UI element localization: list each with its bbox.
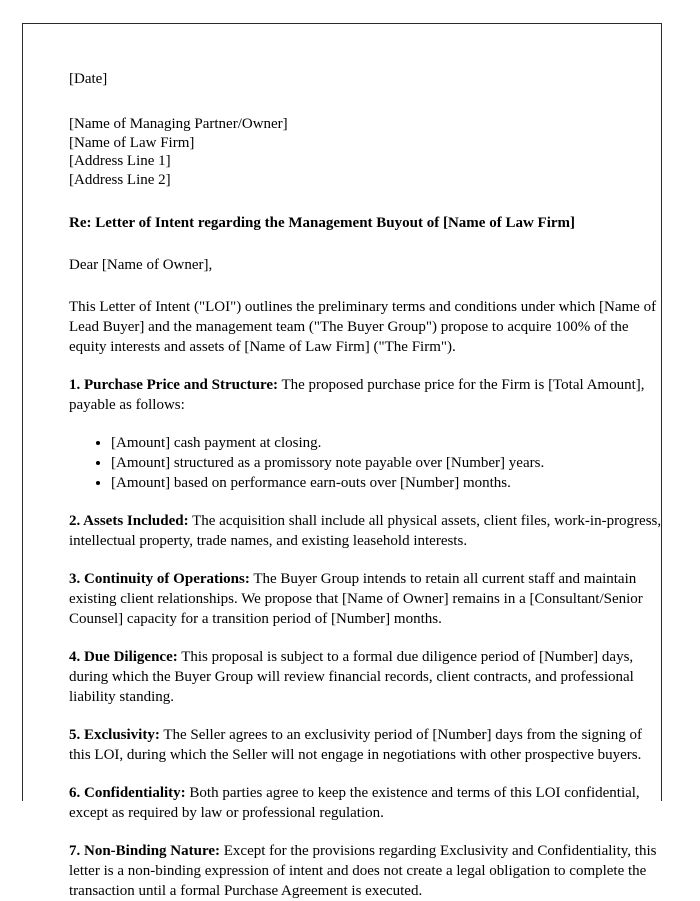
clause-label: 2. Assets Included: xyxy=(69,513,189,529)
clause-list xyxy=(69,375,665,901)
clause-body: The proposed purchase price for the Firm is [Total Amount], payable as follows: xyxy=(69,377,645,413)
clause-paragraph xyxy=(69,783,665,823)
salutation-line: Dear [Name of Owner], xyxy=(69,257,213,273)
recipient-line-1: [Name of Managing Partner/Owner] xyxy=(69,116,288,132)
clause-paragraph xyxy=(69,841,665,901)
clause-label: 4. Due Diligence: xyxy=(69,649,178,665)
list-item: • [Amount] based on performance earn-outs over [Number] months. xyxy=(111,473,665,493)
recipient-address-block xyxy=(69,115,665,189)
list-item: • [Amount] structured as a promissory note payable over [Number] years. xyxy=(111,453,665,473)
clause-paragraph xyxy=(69,569,665,629)
clause-paragraph xyxy=(69,647,665,707)
list-item: • [Amount] cash payment at closing. xyxy=(111,433,665,453)
date-line: [Date] xyxy=(69,71,108,87)
clause-body: This proposal is subject to a formal due diligence period of [Number] days, during which the Buyer Group will review financial records, client contracts, and professional liability standing. xyxy=(69,649,634,705)
clause-paragraph xyxy=(69,375,665,415)
clause-label: 5. Exclusivity: xyxy=(69,727,160,743)
clause-label: 6. Confidentiality: xyxy=(69,785,186,801)
clause-label: 1. Purchase Price and Structure: xyxy=(69,377,278,393)
document-page-frame xyxy=(22,23,662,899)
intro-paragraph: This Letter of Intent ("LOI") outlines the preliminary terms and conditions under which [Name of Lead Buyer] and the management team ("The Buyer Group") propose to acquire 100% of the equity interests and assets of [Name of Law Firm] ("The Firm"). xyxy=(69,299,657,355)
recipient-line-3: [Address Line 1] xyxy=(69,153,171,169)
recipient-line-2: [Name of Law Firm] xyxy=(69,134,195,151)
subject-line: Re: Letter of Intent regarding the Management Buyout of [Name of Law Firm] xyxy=(69,215,576,231)
clause-body: Except for the provisions regarding Exclusivity and Confidentiality, this letter is a non-binding expression of intent and does not create a legal obligation to complete the transaction until a formal Purchase Agreement is executed. xyxy=(69,843,657,899)
clause-paragraph xyxy=(69,725,665,765)
clause-label: 7. Non-Binding Nature: xyxy=(69,843,220,859)
clause-paragraph xyxy=(69,511,665,551)
recipient-line-4: [Address Line 2] xyxy=(69,171,171,188)
clause-body: Both parties agree to keep the existence and terms of this LOI confidential, except as required by law or professional regulation. xyxy=(69,785,640,821)
clause-body: The acquisition shall include all physical assets, client files, work-in-progress, intellectual property, trade names, and existing leasehold interests. xyxy=(69,513,662,549)
clause-bullet-list xyxy=(69,433,665,493)
clause-label: 3. Continuity of Operations: xyxy=(69,571,250,587)
clause-body: The Seller agrees to an exclusivity period of [Number] days from the signing of this LOI, during which the Seller will not engage in negotiations with other prospective buyers. xyxy=(69,727,642,763)
document-body xyxy=(69,69,665,901)
clause-body: The Buyer Group intends to retain all current staff and maintain existing client relationships. We propose that [Name of Owner] remains in a [Consultant/Senior Counsel] capacity for a transition period of [Number] months. xyxy=(69,571,643,627)
